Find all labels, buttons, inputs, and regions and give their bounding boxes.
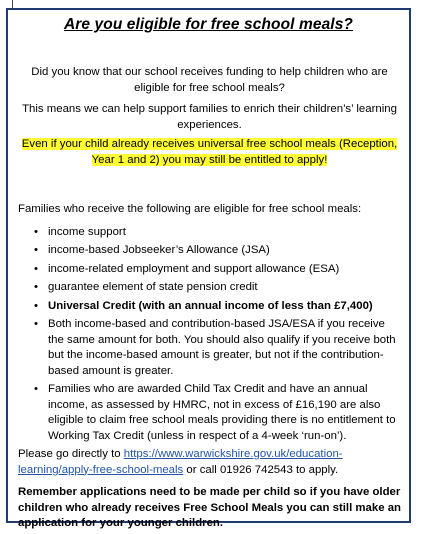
benefit-text: income support <box>48 225 126 238</box>
list-item <box>34 243 401 259</box>
benefit-text: Both income-based and contribution-based JSA/ESA if you receive the same amount for both. You should also qualify if you receive both but the income-based amount is greater, but not if the contribution-based amount is greater. <box>48 318 396 377</box>
benefit-text: Universal Credit (with an annual income of less than £7,400) <box>48 299 373 312</box>
flyer-border <box>6 8 411 529</box>
remember-note: Remember applications need to be made per child so if you have older children who already receives Free School Meals you can still make an application for your younger children. <box>18 486 402 529</box>
list-item <box>34 382 401 444</box>
apply-instructions <box>18 447 401 478</box>
list-item <box>34 317 401 379</box>
bullet-icon: • <box>34 383 38 395</box>
benefit-text: guarantee element of state pension credit <box>48 281 258 293</box>
universal-meals-highlight: Even if your child already receives universal free school meals (Reception, Year 1 and 2) you may still be entitled to apply! <box>21 138 398 166</box>
apply-suffix: or call 01926 742543 to apply. <box>183 463 339 476</box>
bullet-icon: • <box>34 225 38 238</box>
bullet-icon: • <box>34 299 38 312</box>
list-item <box>34 262 401 278</box>
eligibility-heading: Families who receive the following are eligible for free school meals: <box>18 203 362 215</box>
bullet-icon: • <box>34 262 38 275</box>
intro-paragraph: Did you know that our school receives funding to help children who are eligible for free school meals? <box>31 66 388 94</box>
support-paragraph: This means we can help support families to enrich their children’s’ learning experiences. <box>22 103 397 131</box>
list-item <box>34 280 401 296</box>
bullet-icon: • <box>34 244 38 256</box>
benefits-list <box>18 225 401 445</box>
page-title: Are you eligible for free school meals? <box>63 16 353 33</box>
bullet-icon: • <box>34 318 38 330</box>
apply-prefix: Please go directly to <box>18 448 124 460</box>
apply-link[interactable]: https://www.warwickshire.gov.uk/education-learning/apply-free-school-meals <box>18 448 343 476</box>
benefit-text: Families who are awarded Child Tax Credit and have an annual income, as assessed by HMRC, not in excess of £16,190 are also eligible to claim free school meals providing there is no entitlement to Working Tax Credit (unless in respect of a 4-week ‘run-on’). <box>48 383 396 442</box>
list-item <box>34 225 401 241</box>
benefit-text: income-based Jobseeker’s Allowance (JSA) <box>48 244 270 256</box>
list-item <box>34 299 401 315</box>
flyer-content <box>18 65 401 532</box>
bullet-icon: • <box>34 281 38 293</box>
benefit-text: income-related employment and support allowance (ESA) <box>48 262 340 275</box>
highlight-block <box>18 137 401 168</box>
